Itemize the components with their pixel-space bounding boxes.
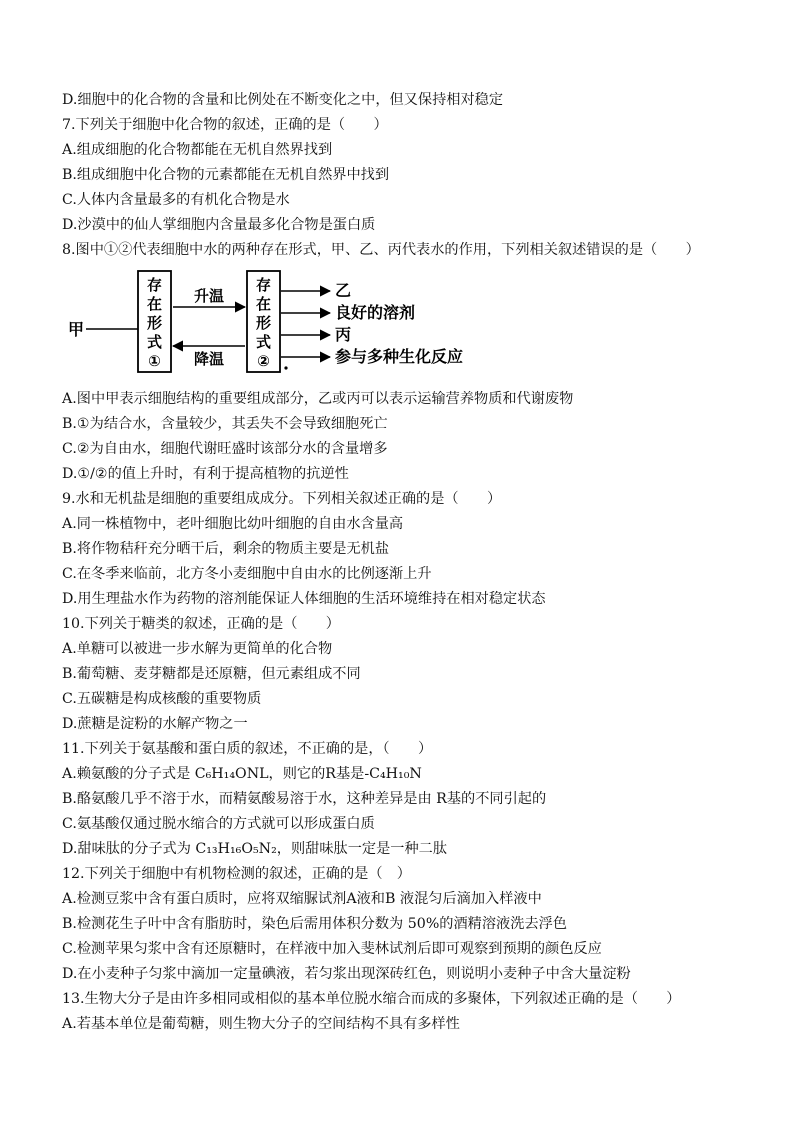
q12-option-a: A.检测豆浆中含有蛋白质时，应将双缩脲试剂A液和B 液混匀后滴加入样液中 — [62, 891, 542, 907]
q9-option-c: C.在冬季来临前，北方冬小麦细胞中自由水的比例逐渐上升 — [62, 566, 432, 582]
output-bing: 丙 — [335, 325, 352, 344]
q12-option-b: B.检测花生子叶中含有脂肪时，染色后需用体积分数为 50%的酒精溶液洗去浮色 — [62, 916, 567, 932]
line-option-d-prev: D.细胞中的化合物的含量和比例处在不断变化之中，但又保持相对稳定 — [62, 92, 504, 108]
box2-char-5: ② — [257, 352, 270, 370]
box1-char-4: 式 — [146, 333, 163, 351]
label-heating: 升温 — [193, 287, 225, 305]
box2-char-2: 在 — [255, 295, 272, 313]
label-cooling: 降温 — [193, 350, 225, 368]
q7-option-c: C.人体内含量最多的有机化合物是水 — [62, 192, 290, 208]
q8-option-b: B.①为结合水，含量较少，其丢失不会导致细胞死亡 — [62, 416, 388, 432]
output-biochem-reactions: 参与多种生化反应 — [335, 347, 464, 366]
box1-char-3: 形 — [146, 314, 163, 332]
output-yi: 乙 — [335, 281, 352, 300]
box1-char-1: 存 — [146, 276, 163, 294]
box1-char-5: ① — [148, 352, 161, 370]
q11-option-b: B.酪氨酸几乎不溶于水，而精氨酸易溶于水，这种差异是由 R基的不同引起的 — [62, 791, 547, 807]
question-11: 11.下列关于氨基酸和蛋白质的叙述，不正确的是，（ ） — [62, 741, 433, 757]
q9-option-b: B.将作物秸秆充分晒干后，剩余的物质主要是无机盐 — [62, 541, 390, 557]
question-10: 10.下列关于糖类的叙述，正确的是（ ） — [62, 616, 340, 632]
box2-char-1: 存 — [255, 276, 272, 294]
water-forms-diagram — [62, 266, 482, 376]
q8-option-a: A.图中甲表示细胞结构的重要组成部分，乙或丙可以表示运输营养物质和代谢废物 — [62, 391, 574, 407]
box2-char-3: 形 — [255, 314, 272, 332]
q8-option-d: D.①/②的值上升时，有利于提高植物的抗逆性 — [62, 466, 349, 482]
q7-option-d: D.沙漠中的仙人掌细胞内含量最多化合物是蛋白质 — [62, 217, 376, 233]
box2-char-4: 式 — [255, 333, 272, 351]
q10-option-d: D.蔗糖是淀粉的水解产物之一 — [62, 716, 248, 732]
question-9: 9.水和无机盐是细胞的重要组成成分。下列相关叙述正确的是（ ） — [62, 491, 502, 507]
output-good-solvent: 良好的溶剂 — [335, 303, 416, 322]
q7-option-a: A.组成细胞的化合物都能在无机自然界找到 — [62, 142, 333, 158]
dot-mark — [284, 366, 287, 369]
q11-option-a: A.赖氨酸的分子式是 C₆H₁₄ONL，则它的R基是-C₄H₁₀N — [62, 766, 422, 782]
q11-option-c: C.氨基酸仅通过脱水缩合的方式就可以形成蛋白质 — [62, 816, 375, 832]
question-8: 8.图中①②代表细胞中水的两种存在形式，甲、乙、丙代表水的作用，下列相关叙述错误的是（ ） — [62, 242, 700, 258]
question-12: 12.下列关于细胞中有机物检测的叙述，正确的是（ ） — [62, 866, 411, 882]
question-7: 7.下列关于细胞中化合物的叙述，正确的是（ ） — [62, 117, 388, 133]
q7-option-b: B.组成细胞中化合物的元素都能在无机自然界中找到 — [62, 167, 390, 183]
question-13: 13.生物大分子是由许多相同或相似的基本单位脱水缩合而成的多聚体，下列叙述正确的是（ ） — [62, 991, 681, 1007]
box1-char-2: 在 — [146, 295, 163, 313]
q10-option-b: B.葡萄糖、麦芽糖都是还原糖，但元素组成不同 — [62, 666, 361, 682]
q11-option-d: D.甜味肽的分子式为 C₁₃H₁₆O₅N₂，则甜味肽一定是一种二肽 — [62, 841, 448, 857]
q9-option-d: D.用生理盐水作为药物的溶剂能保证人体细胞的生活环境维持在相对稳定状态 — [62, 591, 546, 607]
q12-option-d: D.在小麦种子匀浆中滴加一定量碘液，若匀浆出现深砖红色，则说明小麦种子中含大量淀粉 — [62, 966, 631, 982]
q10-option-a: A.单糖可以被进一步水解为更简单的化合物 — [62, 641, 333, 657]
q12-option-c: C.检测苹果匀浆中含有还原糖时，在样液中加入斐林试剂后即可观察到预期的颜色反应 — [62, 941, 602, 957]
q10-option-c: C.五碳糖是构成核酸的重要物质 — [62, 691, 262, 707]
q9-option-a: A.同一株植物中，老叶细胞比幼叶细胞的自由水含量高 — [62, 516, 404, 532]
q8-option-c: C.②为自由水，细胞代谢旺盛时该部分水的含量增多 — [62, 441, 388, 457]
q13-option-a: A.若基本单位是葡萄糖，则生物大分子的空间结构不具有多样性 — [62, 1016, 460, 1032]
label-jia: 甲 — [68, 320, 85, 339]
